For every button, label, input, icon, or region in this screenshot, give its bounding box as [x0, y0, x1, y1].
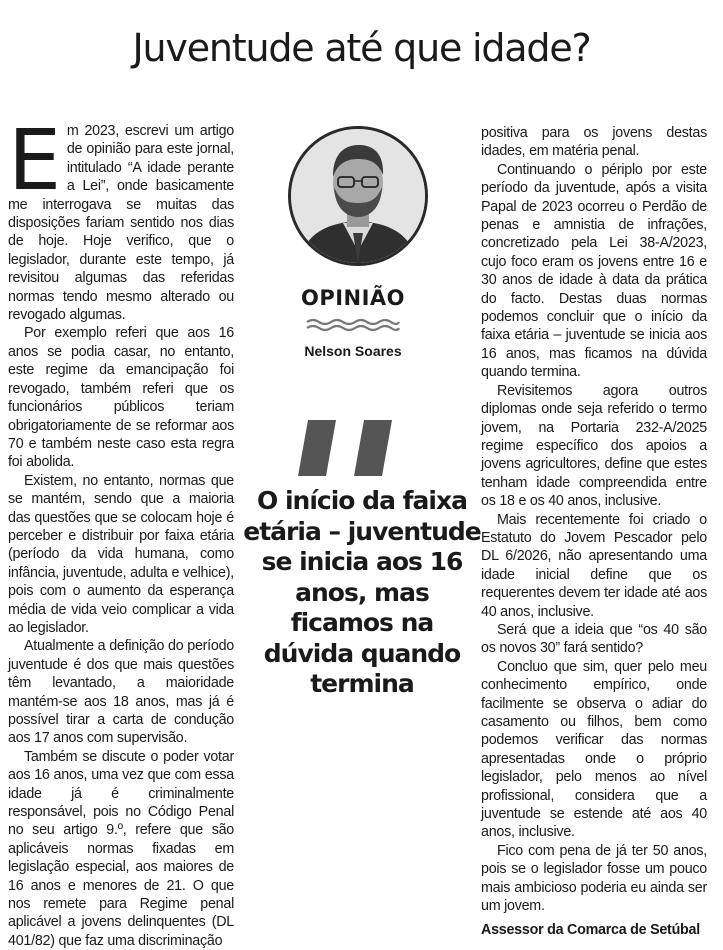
paragraph: Mais recentemente foi criado o Estatuto do Jovem Pescador pelo DL 6/2026, não apresentando uma idade inicial define que os requerentes devem ter idade até aos 40 anos, inclusive. — [481, 511, 707, 620]
paragraph: Continuando o périplo por este período da juventude, após a visita Papal de 2023 ocorreu o Perdão de penas e amnistia de infrações, concretizado pela Lei 38-A/2023, cujo foco eram os jovens entre 16 e 30 anos de idade à data da prática do facto. Destas duas normas podemos concluir que o início da faixa etária – juventude se inicia aos 16 anos, mas ficamos na dúvida quando termina. — [481, 161, 707, 381]
paragraph: Revisitemos agora outros diplomas onde seja referido o termo jovem, na Portaria 232-A/2025 regime específico dos apoios a jovens agricultores, define que estes tenham idade compreendida entre os 18 e os 40 anos, inclusive. — [481, 382, 707, 510]
wave-divider-icon — [305, 317, 401, 333]
paragraph: Fico com pena de já ter 50 anos, pois se o legislador fosse um pouco mais ambicioso poderia eu ainda ser um jovem. — [481, 842, 707, 915]
paragraph: m 2023, escrevi um artigo de opinião para este jornal, intitulado “A idade perante a Lei”, onde basicamente me interrogava se muitas das disposições fariam sentido nos dias de hoje. Hoje verifico, que o legislador, durante este tempo, já revisitou algumas das referidas normas tendo mesmo alterado ou revogado algumas. — [8, 123, 234, 324]
quote-mark-icon — [298, 420, 408, 478]
paragraph: Atualmente a definição do período juventude é dos que mais questões têm levantado, a maioridade mantém-se aos 18 anos, mas já é possível tirar a carta de condução aos 17 anos com supervisão. — [8, 638, 234, 747]
author-name: Nelson Soares — [304, 343, 402, 359]
paragraph: Será que a ideia que “os 40 são os novos 30” fará sentido? — [481, 621, 707, 657]
pull-quote: O início da faixa etária – juventude se inicia aos 16 anos, mas ficamos na dúvida quando termina — [243, 486, 481, 698]
article-column-left — [8, 111, 234, 950]
section-label: OPINIÃO — [300, 286, 406, 310]
author-photo — [288, 126, 428, 266]
paragraph: Por exemplo referi que aos 16 anos se podia casar, no entanto, este regime da emancipação foi revogado, também referi que os funcionários públicos teriam obrigatoriamente de se reformar aos 70 e também neste caso esta regra foi abolida. — [8, 325, 234, 471]
author-signature: Assessor da Comarca de Setúbal — [481, 922, 700, 939]
paragraph: Concluo que sim, quer pelo meu conhecimento empírico, onde facilmente se observa o adiar do casamento ou filhos, bem como podemos verificar das normas apresentadas onde o próprio legislador, pelo menos ao nível profissional, considera que a juventude se estende até aos 40 anos, inclusive. — [481, 658, 707, 841]
author-portrait-icon — [291, 129, 425, 263]
paragraph: Também se discute o poder votar aos 16 anos, uma vez que com essa idade já é criminalmente responsável, pois no Código Penal no seu artigo 9.º, refere que são aplicáveis normas fixadas em legislação especial, aos maiores de 16 anos e menores de 21. O que nos remete para Regime penal aplicável a jovens delinquentes (DL 401/82) que faz uma discriminação — [8, 748, 234, 949]
drop-cap: E — [8, 111, 61, 209]
paragraph: positiva para os jovens destas idades, em matéria penal. — [481, 125, 707, 160]
article-column-right — [481, 124, 707, 940]
headline: Juventude até que idade? — [132, 26, 591, 70]
paragraph: Existem, no entanto, normas que se mantém, sendo que a maioria das questões que se colocam hoje é perceber e distribuir por faixa etária (período da vida humana, como infância, juventude, adulta e velhice), pois com o aumento da esperança média de vida veio complicar a vida ao legislador. — [8, 472, 234, 636]
